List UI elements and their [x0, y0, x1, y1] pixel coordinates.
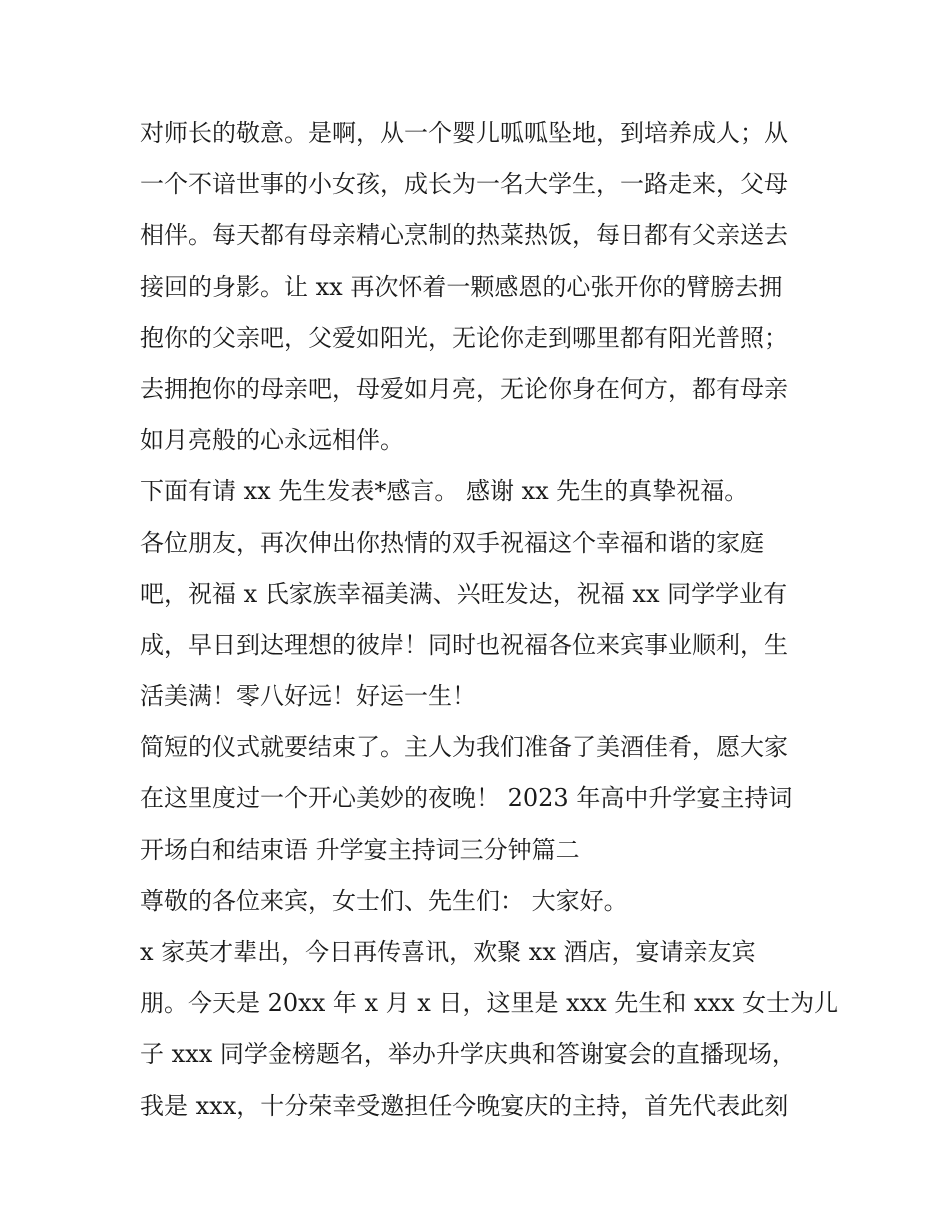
text-line: 各位朋友，再次伸出你热情的双手祝福这个幸福和谐的家庭	[140, 528, 764, 557]
text-line: 去拥抱你的母亲吧，母爱如月亮，无论你身在何方，都有母亲	[140, 374, 788, 403]
text-line: 对师长的敬意。是啊，从一个婴儿呱呱坠地，到培养成人；从	[140, 119, 788, 147]
text-line: 在这里度过一个开心美妙的夜晚！ 2023 年高中升学宴主持词	[140, 784, 793, 813]
text-line: 开场白和结束语 升学宴主持词三分钟篇二	[140, 835, 580, 864]
text-line: 下面有请 xx 先生发表*感言。 感谢 xx 先生的真挚祝福。	[140, 477, 749, 506]
text-line: 如月亮般的心永远相伴。	[140, 426, 404, 455]
document-body	[140, 108, 839, 1132]
text-line: 简短的仪式就要结束了。主人为我们准备了美酒佳肴，愿大家	[140, 733, 788, 762]
text-line: 相伴。每天都有母亲精心烹制的热菜热饭，每日都有父亲送去	[140, 221, 788, 250]
text-line: 尊敬的各位来宾，女士们、先生们： 大家好。	[140, 886, 628, 915]
text-line: 成，早日到达理想的彼岸！同时也祝福各位来宾事业顺利，生	[140, 630, 788, 659]
text-line: 接回的身影。让 xx 再次怀着一颗感恩的心张开你的臂膀去拥	[140, 272, 783, 301]
text-line: 一个不谙世事的小女孩，成长为一名大学生，一路走来，父母	[140, 170, 788, 199]
text-line: x 家英才辈出，今日再传喜讯，欢聚 xx 酒店，宴请亲友宾	[140, 938, 756, 966]
text-line: 抱你的父亲吧，父爱如阳光，无论你走到哪里都有阳光普照；	[140, 323, 788, 352]
text-line: 吧，祝福 x 氏家族幸福美满、兴旺发达，祝福 xx 同学学业有	[140, 579, 788, 608]
text-line: 子 xxx 同学金榜题名，举办升学庆典和答谢宴会的直播现场，	[140, 1040, 796, 1069]
text-line: 朋。今天是 20xx 年 x 月 x 日，这里是 xxx 先生和 xxx 女士为儿	[140, 989, 839, 1018]
text-line: 我是 xxx，十分荣幸受邀担任今晚宴庆的主持，首先代表此刻	[140, 1091, 789, 1120]
text-line: 活美满！零八好远！好运一生！	[140, 682, 476, 711]
